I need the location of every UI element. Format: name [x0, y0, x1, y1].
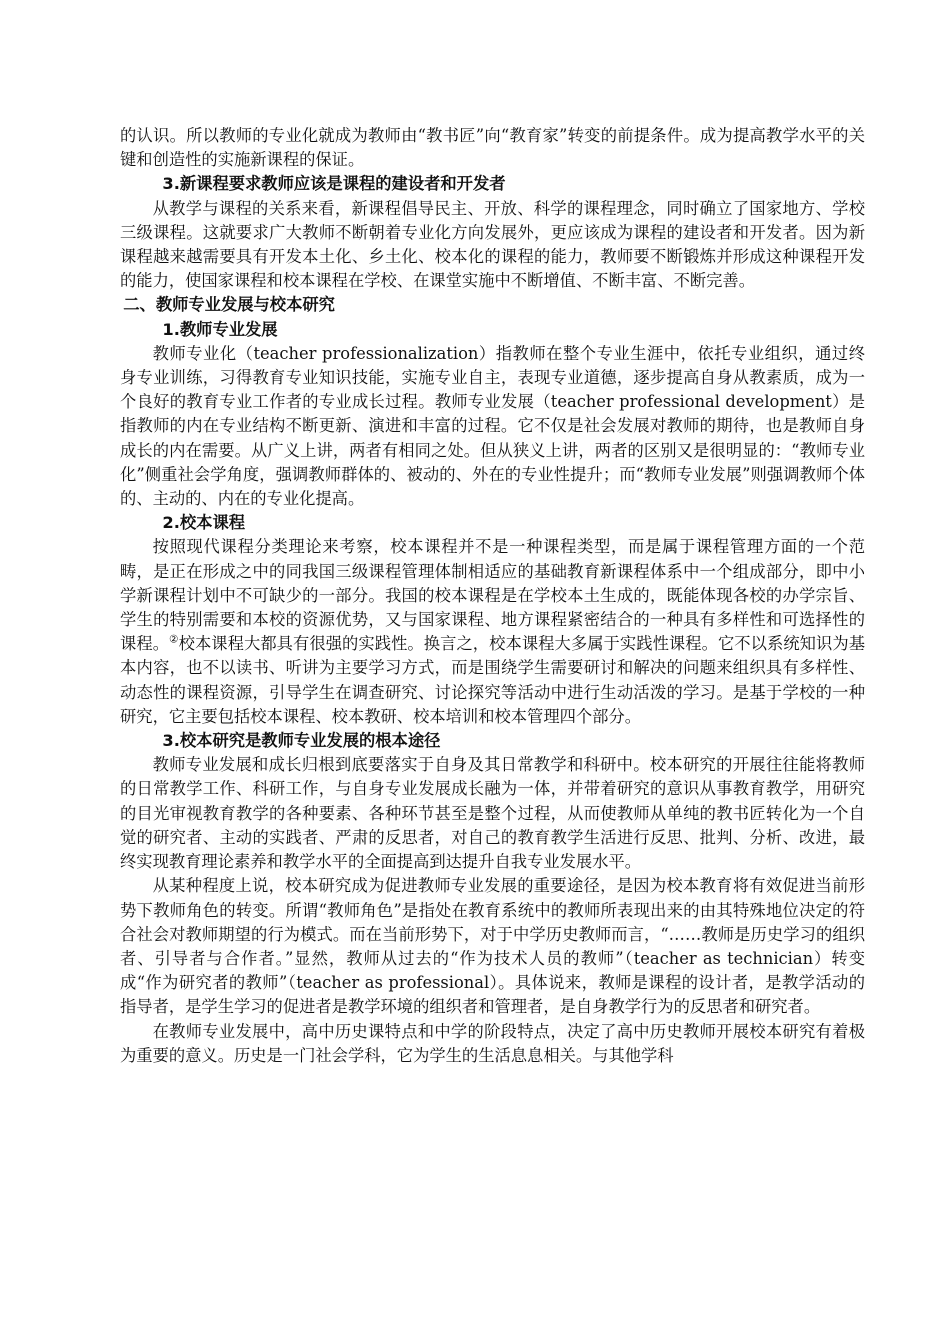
- paragraph-history-teacher: 在教师专业发展中，高中历史课特点和中学的阶段特点，决定了高中历史教师开展校本研究有着极为重要的意义。历史是一门社会学科，它为学生的生活息息相关。与其他学科: [120, 1021, 865, 1065]
- paragraph-teacher-development: 教师专业化（teacher professionalization）指教师在整个专业生涯中，依托专业组织，通过终身专业训练，习得教育专业知识技能，实施专业自主，表现专业道德，逐步提高自身从教素质，成为一个良好的教育专业工作者的专业成长过程。教师专业发展（teacher professional development）是指教师的内在专业结构不断更新、演进和丰富的过程。它不仅是社会发展对教师的期待，也是教师自身成长的内在需要。从广义上讲，两者有相同之处。但从狭义上讲，两者的区别又是很明显的：“教师专业化”侧重社会学角度，强调教师群体的、被动的、外在的专业性提升；而“教师专业发展”则强调教师个体的、主动的、内在的专业化提高。: [120, 343, 865, 509]
- paragraph-curriculum-developer: 从教学与课程的关系来看，新课程倡导民主、开放、科学的课程理念，同时确立了国家地方、学校三级课程。这就要求广大教师不断朝着专业化方向发展外，更应该成为课程的建设者和开发者。因为新课程越来越需要具有开发本土化、乡土化、校本化的课程的能力，教师要不断锻炼并形成这种课程开发的能力，使国家课程和校本课程在学校、在课堂实施中不断增值、不断丰富、不断完善。: [120, 198, 865, 291]
- subheading-curriculum-developer: 3.新课程要求教师应该是课程的建设者和开发者: [162, 174, 506, 194]
- subheading-teacher-development: 1.教师专业发展: [162, 319, 278, 339]
- section-heading-professional-development: 二、教师专业发展与校本研究: [123, 295, 335, 315]
- subheading-school-curriculum: 2.校本课程: [162, 513, 246, 533]
- document-page: [120, 124, 865, 1068]
- subheading-school-research: 3.校本研究是教师专业发展的根本途径: [162, 731, 441, 751]
- paragraph-school-research: 教师专业发展和成长归根到底要落实于自身及其日常教学和科研中。校本研究的开展往往能将教师的日常教学工作、科研工作，与自身专业发展成长融为一体，并带着研究的意识从事教育教学，用研究的目光审视教育教学的各种要素、各种环节甚至是整个过程，从而使教师从单纯的教书匠转化为一个自觉的研究者、主动的实践者、严肃的反思者，对自己的教育教学生活进行反思、批判、分析、改进，最终实现教育理论素养和教学水平的全面提高到达提升自我专业发展水平。: [120, 755, 865, 872]
- paragraph-teacher-role: 从某种程度上说，校本研究成为促进教师专业发展的重要途径，是因为校本教育将有效促进当前形势下教师角色的转变。所谓“教师角色”是指处在教育系统中的教师所表现出来的由其特殊地位决定的符合社会对教师期望的行为模式。而在当前形势下，对于中学历史教师而言，“……教师是历史学习的组织者、引导者与合作者。”显然，教师从过去的“作为技术人员的教师”（teacher as technician）转变成“作为研究者的教师”（teacher as professional）。具体说来，教师是课程的设计者，是教学活动的指导者，是学生学习的促进者是教学环境的组织者和管理者，是自身教学行为的反思者和研究者。: [120, 876, 865, 1017]
- paragraph-school-curriculum-part2: 校本课程大都具有很强的实践性。换言之，校本课程大多属于实践性课程。它不以系统知识为基本内容，也不以读书、听讲为主要学习方式，而是围绕学生需要研讨和解决的问题来组织具有多样性、动态性的课程资源，引导学生在调查研究、讨论探究等活动中进行生动活泼的学习。是基于学校的一种研究，它主要包括校本课程、校本教研、校本培训和校本管理四个部分。: [120, 634, 865, 726]
- paragraph-continuation: 的认识。所以教师的专业化就成为教师由“教书匠”向“教育家”转变的前提条件。成为提高教学水平的关键和创造性的实施新课程的保证。: [120, 126, 865, 170]
- paragraph-school-curriculum-part1: 按照现代课程分类理论来考察，校本课程并不是一种课程类型，而是属于课程管理方面的一个范畴，是正在形成之中的同我国三级课程管理体制相适应的基础教育新课程体系中一个组成部分，即中小学新课程计划中不可缺少的一部分。我国的校本课程是在学校本土生成的，既能体现各校的办学宗旨、学生的特别需要和本校的资源优势，又与国家课程、地方课程紧密结合的一种具有多样性和可选择性的课程。: [120, 537, 865, 654]
- paragraph-school-curriculum: [120, 535, 865, 729]
- footnote-marker: ②: [169, 633, 179, 646]
